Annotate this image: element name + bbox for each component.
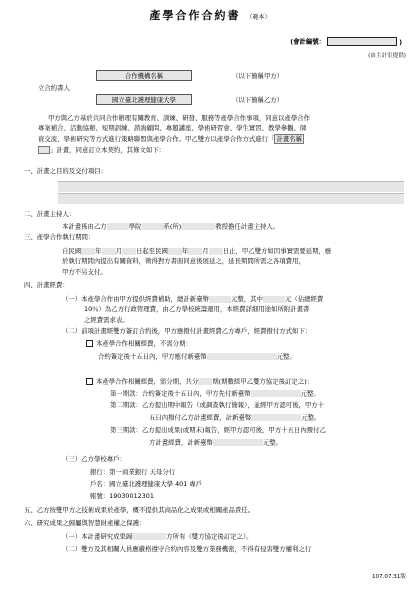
section-2-body-b: 學院: [128, 222, 142, 231]
option-2-label-b: 期(期數經甲乙雙方協定後訂定之)：: [212, 377, 314, 386]
account-number: 帳號：19030012301: [90, 492, 154, 500]
plan-name-field-cont[interactable]: [38, 146, 50, 154]
ip-item-1: [62, 533, 253, 540]
section-2-body-c: 系(所): [163, 222, 182, 231]
section-6-num: 六、: [24, 519, 37, 527]
college-field[interactable]: [107, 223, 129, 230]
intro-line-4-row: [38, 145, 165, 155]
account-name: 戶名：國立臺北護理健康大學 401 專戶: [90, 480, 203, 488]
start-year-label: 年: [95, 247, 102, 255]
intro-line-4: 」計畫，同意訂立本契約，其條文如下：: [50, 146, 166, 154]
end-year-label: 年: [181, 247, 189, 255]
option-2-row[interactable]: [86, 378, 313, 385]
section-6-text: 研究成果之歸屬與智慧財產權之保護：: [36, 519, 146, 527]
section-5-text: 乙方按雙甲方之技術成果於產學，概不提供其商品化之成果或相關產品責任。: [36, 506, 255, 514]
stage-3-line-1: 第三期款：乙方提出成果(或期末)報告，經甲方認可後，甲方十五日內撥付乙: [110, 426, 326, 434]
option-1-pay-a: 合約簽定後十五日內，甲方應付新臺幣: [98, 352, 207, 361]
option-1-payment: [98, 353, 296, 360]
stage-2-end: 元整。: [301, 413, 321, 422]
stage-1-end: 元整。: [300, 389, 320, 398]
professor-field[interactable]: [181, 223, 215, 230]
intro-paragraph: [38, 113, 402, 144]
stage-2-line-2: [149, 414, 320, 421]
section-4-text: 計畫經費：: [36, 281, 69, 289]
end-year-field[interactable]: [168, 248, 182, 255]
section-4-num: 四、: [24, 281, 37, 289]
section-4: [24, 282, 69, 288]
stage-1: [110, 390, 320, 397]
party-a-name-field[interactable]: 合作機構名稱: [96, 70, 192, 81]
ip-item-1-a: （一）本計畫研究成果歸: [62, 532, 133, 541]
funding-1d: 10％）為乙方行政管理費，由乙方學校統籌運用，本經費詳細用途如所附計畫書: [84, 305, 310, 314]
funding-item-3: （三）乙方學校專戶：: [62, 455, 126, 463]
funding-1b: 元整，其中: [230, 295, 263, 303]
section-3-num: 三、: [24, 233, 37, 241]
plan-name-field[interactable]: 計畫名稱: [276, 134, 303, 143]
contract-number-close: ): [399, 37, 402, 46]
section-2-body: [62, 223, 279, 230]
section-6: [24, 520, 145, 526]
option-2-label-a: 本產學合作相關經費，需分期，共分: [96, 377, 199, 386]
installment-count-field[interactable]: [198, 378, 212, 385]
period-to-label: 日起至民國: [135, 247, 168, 255]
option-2-checkbox[interactable]: [86, 378, 93, 385]
stage-3-amount-field[interactable]: [213, 439, 263, 446]
stage-3-text: 方計畫經費，計新臺幣: [149, 438, 213, 447]
dept-field[interactable]: [142, 223, 164, 230]
contract-number-label: (會計編號：: [290, 37, 326, 46]
stage-1-amount-field[interactable]: [251, 390, 301, 397]
title-note: （範本）: [246, 14, 271, 21]
stage-1-text: 第一期款：合約簽定後十五日內，甲方先付新臺幣: [110, 389, 251, 398]
section-5: [24, 507, 254, 513]
funding-item-1: [62, 294, 404, 325]
section-3: [24, 234, 94, 240]
version-label: 107.07.31版: [371, 574, 406, 580]
party-a-label: （以下簡稱甲方）: [232, 72, 284, 80]
total-amount-field[interactable]: [209, 296, 231, 303]
period-line-2: 於執行期間內提出有關資料，徵得對方書面同意後展延之，延長期間所需之各項費用，: [62, 257, 305, 266]
start-day-field[interactable]: [122, 248, 136, 255]
period-line-3: 甲方不另支付。: [62, 267, 107, 276]
section-2: [24, 211, 75, 217]
signer-label: 立合約書人: [38, 84, 70, 92]
option-1-label: 本產學合作相關經費，不需分期：: [96, 339, 192, 348]
end-month-label: 月: [202, 247, 209, 255]
document-title: [0, 10, 420, 21]
funding-1e: 之經費需求表。: [84, 315, 129, 324]
section-2-body-d: 教授擔任計畫主持人。: [215, 222, 280, 231]
bank-name: 銀行：第一商業銀行 天母分行: [90, 468, 176, 476]
section-1-text: 計畫之目的及交付項目：: [36, 167, 108, 175]
section-1-num: 一、: [24, 167, 37, 175]
contract-number-field[interactable]: [327, 37, 397, 46]
intro-line-2: 專案補合、活動協辦、短期訓練、諮詢顧問、專題講座、學術研習會、學生實習、教學參觀、師: [38, 124, 307, 133]
intro-line-1: 甲方與乙方基於共同合作辦理有關教育、訓練、研發、服務等產學合作事項，同意以產學合作: [48, 114, 311, 122]
stage-2-text: 五日內撥付乙方計畫經費，計新臺幣: [149, 413, 252, 422]
stage-2-amount-field[interactable]: [251, 414, 301, 421]
ip-item-2: （二）雙方及其相關人員應嚴格遵守合約內容及雙方業務機密，不得有侵害雙方權利之行: [62, 545, 312, 553]
funding-1c: 元（佔總經費: [284, 295, 324, 303]
section-3-text: 產學合作執行期間：: [36, 233, 95, 241]
end-month-field[interactable]: [188, 248, 202, 255]
start-month-field[interactable]: [102, 248, 116, 255]
stage-3-end: 元整。: [262, 438, 283, 447]
section-1: [24, 168, 107, 174]
period-from-label: 自民國: [62, 247, 82, 255]
section-3-body: [62, 246, 404, 277]
intro-line-3: 資交流、學術研究等方式進行策略聯盟與產學合作。甲乙雙方以產學合作方式進行「: [38, 134, 275, 143]
start-year-field[interactable]: [81, 248, 95, 255]
option-1-checkbox[interactable]: [86, 340, 93, 347]
end-day-field[interactable]: [209, 248, 223, 255]
section-2-body-a: 本計畫係由乙方: [62, 222, 107, 231]
ip-owner-field[interactable]: [132, 533, 166, 540]
section-2-text: 計畫主持人：: [36, 210, 76, 218]
section-1-field-1[interactable]: [58, 181, 404, 192]
party-b-label: （以下簡稱乙方）: [232, 96, 284, 104]
period-extension-text: 日止，甲乙雙方如因事實需要延期，應: [222, 247, 332, 255]
contract-number: [290, 37, 402, 46]
contract-number-hint: (由主計室提供): [368, 53, 406, 59]
start-month-label: 月: [115, 247, 122, 255]
option-1-pay-b: 元整。: [276, 352, 296, 361]
admin-fee-field[interactable]: [263, 296, 285, 303]
party-b-name-field: 國立臺北護理健康大學: [96, 94, 192, 105]
section-1-field-2[interactable]: [58, 193, 404, 204]
option-1-amount-field[interactable]: [207, 353, 277, 360]
funding-item-2: （二）前項計畫經雙方簽訂合約後，甲方應撥付計畫經費乙方專戶，經費撥付方式如下：: [62, 327, 312, 335]
section-5-num: 五、: [24, 506, 37, 514]
ip-item-1-b: 方所有（雙方協定後訂定之）。: [166, 532, 253, 541]
title-text: 產學合作合約書: [149, 9, 241, 22]
stage-2-line-1: 第二期款：乙方提出期中報告（或調查執行簡報），並經甲方認可後，甲方十: [110, 401, 325, 409]
option-1-row[interactable]: [86, 340, 192, 347]
stage-3-line-2: [149, 439, 282, 446]
funding-1a: （一）本產學合作由甲方提供經費補助，總計新臺幣: [62, 295, 209, 303]
section-2-num: 二、: [24, 210, 37, 218]
